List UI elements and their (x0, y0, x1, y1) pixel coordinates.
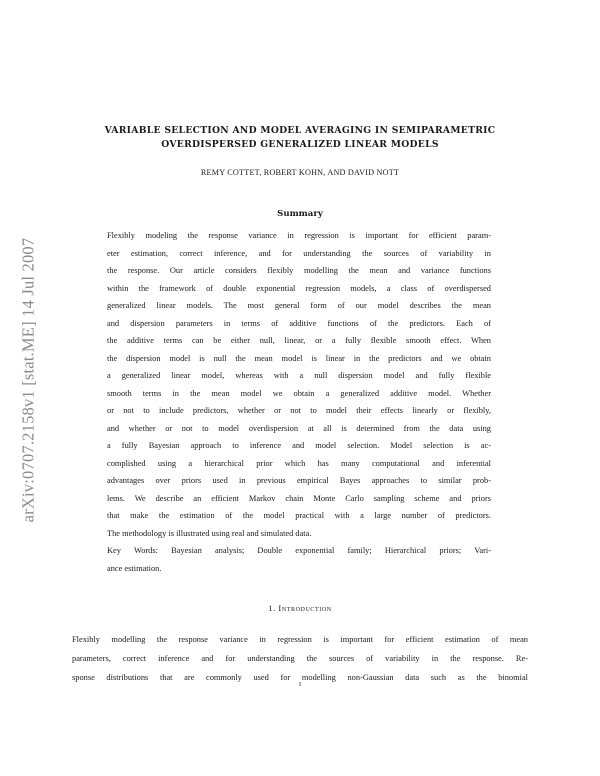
author-list: REMY COTTET, ROBERT KOHN, AND DAVID NOTT (200, 168, 400, 177)
abstract-line: smooth terms in the mean model we obtain a generalized additive model. Whether (107, 388, 491, 398)
arxiv-identifier: arXiv:0707.2158v1 [stat.ME] 14 Jul 2007 (18, 237, 37, 523)
title-line-1: VARIABLE SELECTION AND MODEL AVERAGING IN SEMIPARAMETRIC (104, 125, 496, 136)
abstract-line: lems. We describe an efficient Markov chain Monte Carlo sampling scheme and priors (107, 493, 491, 503)
abstract-line: complished using a hierarchical prior which has many computational and inferential (107, 458, 491, 468)
summary-heading: Summary (277, 209, 323, 219)
abstract-line: advantages over priors used in previous empirical Bayes approaches to similar prob- (107, 476, 491, 485)
arxiv-stamp (19, 195, 37, 565)
abstract-line: the additive terms can be either null, linear, or a fully flexible smooth effect. When (107, 336, 491, 345)
abstract-line: generalized linear models. The most general form of our model describes the mean (107, 301, 491, 310)
page-number: 1 (298, 681, 302, 688)
abstract-line: the response. Our article considers flexibly modelling the mean and variance functions (107, 266, 491, 275)
abstract-line: the dispersion model is null the mean model is linear in the predictors and we obtain (107, 353, 491, 363)
body-line: parameters, correct inference and for understanding the sources of variability in the response. Re- (72, 654, 528, 663)
section-heading: 1. Introduction (268, 604, 332, 613)
abstract-line: a generalized linear model, whereas with a null dispersion model and fully flexible (107, 371, 491, 380)
paper-title (60, 124, 540, 152)
abstract-line: and dispersion parameters in terms of additive functions of the predictors. Each of (107, 318, 491, 328)
abstract-line: eter estimation, correct inference, and for understanding the sources of variability in (107, 248, 491, 258)
abstract-line: The methodology is illustrated using real and simulated data. (107, 528, 312, 538)
abstract-line: within the framework of double exponential regression models, a class of overdispersed (107, 283, 491, 293)
keywords-line: ance estimation. (107, 563, 162, 573)
body-paragraph (72, 630, 528, 687)
abstract-line: a fully Bayesian approach to inference and model selection. Model selection is ac- (107, 441, 491, 450)
keywords-line: Key Words: Bayesian analysis; Double exponential family; Hierarchical priors; Vari- (107, 546, 491, 555)
abstract (107, 227, 491, 577)
abstract-line: Flexibly modeling the response variance in regression is important for efficient param- (107, 231, 491, 240)
body-line: sponse distributions that are commonly used for modelling non-Gaussian data such as the binomial (72, 673, 528, 682)
abstract-line: or not to include predictors, whether or not to model their effects linearly or flexibly, (107, 406, 491, 415)
title-line-2: OVERDISPERSED GENERALIZED LINEAR MODELS (161, 139, 439, 150)
abstract-line: that make the estimation of the model practical with a large number of predictors. (107, 511, 491, 520)
body-line: Flexibly modelling the response variance in regression is important for efficient estimation of mean (72, 635, 528, 644)
abstract-line: and whether or not to model overdispersion at all is determined from the data using (107, 423, 491, 433)
